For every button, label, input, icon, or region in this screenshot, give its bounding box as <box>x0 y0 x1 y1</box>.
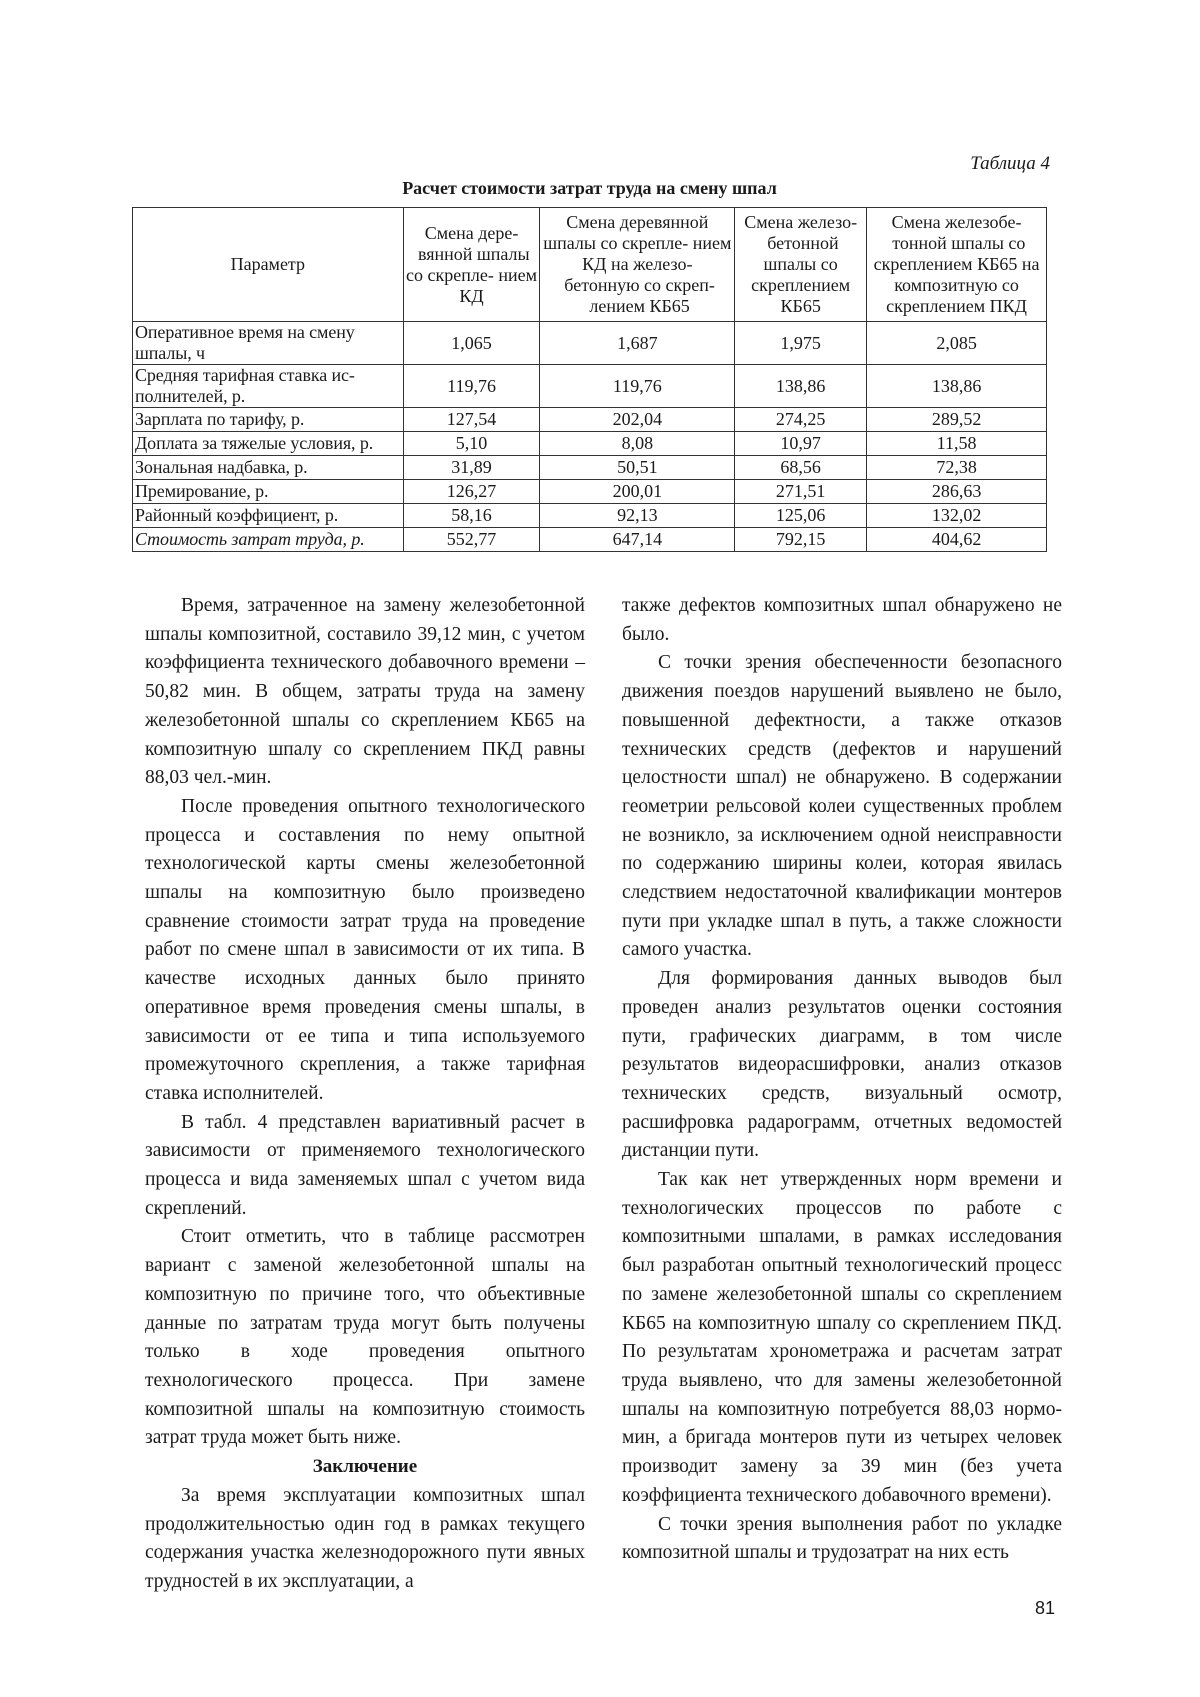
cell-value: 50,51 <box>540 456 735 480</box>
cell-value: 200,01 <box>540 480 735 504</box>
table-header-row <box>133 208 1047 322</box>
cell-value: 286,63 <box>867 480 1047 504</box>
cell-value: 271,51 <box>735 480 867 504</box>
cell-value: 404,62 <box>867 528 1047 552</box>
labor-cost-table <box>132 207 1047 552</box>
paragraph: Время, затраченное на замену железобетонной шпалы композитной, составило 39,12 мин, с учетом коэффициента технического добавочного времени – 50,82 мин. В общем, затраты труда на замену железобетонной шпалы со скреплением КБ65 на композитную шпалу со скреплением ПКД равны 88,03 чел.-мин. <box>145 595 585 789</box>
cell-value: 119,76 <box>403 365 540 408</box>
row-param: Стоимость затрат труда, р. <box>133 528 404 552</box>
paragraph: В табл. 4 представлен вариативный расчет в зависимости от применяемого технологического процесса и вида заменяемых шпал с учетом вида скреплений. <box>145 1111 585 1219</box>
cell-value: 202,04 <box>540 408 735 432</box>
cell-value: 127,54 <box>403 408 540 432</box>
cell-value: 552,77 <box>403 528 540 552</box>
row-param: Средняя тарифная ставка ис-полнителей, р. <box>133 365 404 408</box>
cell-value: 8,08 <box>540 432 735 456</box>
cell-value: 58,16 <box>403 504 540 528</box>
paragraph: За время эксплуатации композитных шпал продолжительностью один год в рамках текущего содержания участка железнодорожного пути явных трудностей в их эксплуатации, а <box>145 1484 585 1592</box>
paragraph: Так как нет утвержденных норм времени и технологических процессов по работе с композитными шпалами, в рамках исследования был разработан опытный технологический процесс по замене железобетонной шпалы со скреплением КБ65 на композитную шпалу со скреплением ПКД. По результатам хронометража и расчетам затрат труда выявлено, что для замены железобетонной шпалы на композитную потребуется 88,03 нормо-мин, а бригада монтеров пути из четырех человек производит замену за 39 мин (без учета коэффициента технического добавочного времени). <box>622 1169 1062 1506</box>
paragraph: Стоит отметить, что в таблице рассмотрен вариант с заменой железобетонной шпалы на композитную по причине того, что объективные данные по затратам труда могут быть получены только в ходе проведения опытного технологического процесса. При замене композитной шпалы на композитную стоимость затрат труда может быть ниже. <box>145 1226 585 1449</box>
table-row <box>133 456 1047 480</box>
cell-value: 132,02 <box>867 504 1047 528</box>
paragraph-continuation: также дефектов композитных шпал обнаружено не было. <box>622 595 1062 645</box>
cell-value: 1,687 <box>540 322 735 365</box>
row-param: Премирование, р. <box>133 480 404 504</box>
left-text-column <box>145 592 585 1597</box>
page-number: 81 <box>1035 1598 1056 1618</box>
table-row <box>133 365 1047 408</box>
row-param: Зональная надбавка, р. <box>133 456 404 480</box>
header-concrete-to-composite: Смена железобе- тонной шпалы со скреплением КБ65 на композитную со скреплением ПКД <box>867 208 1047 322</box>
row-param: Доплата за тяжелые условия, р. <box>133 432 404 456</box>
cell-value: 11,58 <box>867 432 1047 456</box>
cell-value: 125,06 <box>735 504 867 528</box>
cell-value: 138,86 <box>867 365 1047 408</box>
table-label: Таблица 4 <box>970 153 1050 174</box>
table-row <box>133 408 1047 432</box>
paragraph: Для формирования данных выводов был проведен анализ результатов оценки состояния пути, графических диаграмм, в том числе результатов видеорасшифровки, анализ отказов технических средств, визуальный осмотр, расшифровка радарограмм, отчетных ведомостей дистанции пути. <box>622 968 1062 1162</box>
header-concrete-kb65: Смена железо- бетонной шпалы со скреплением КБ65 <box>735 208 867 322</box>
paragraph: С точки зрения обеспеченности безопасного движения поездов нарушений выявлено не было, повышенной дефектности, а также отказов технических средств (дефектов и нарушений целостности шпал) не обнаружено. В содержании геометрии рельсовой колеи существенных проблем не возникло, за исключением одной неисправности по содержанию ширины колеи, которая явилась следствием недостаточной квалификации монтеров пути при укладке шпал в путь, а также сложности самого участка. <box>622 652 1062 961</box>
cell-value: 119,76 <box>540 365 735 408</box>
cell-value: 126,27 <box>403 480 540 504</box>
cell-value: 289,52 <box>867 408 1047 432</box>
table-row <box>133 432 1047 456</box>
table-row <box>133 322 1047 365</box>
table-row <box>133 480 1047 504</box>
header-wood-to-concrete: Смена деревянной шпалы со скрепле- нием КД на железо- бетонную со скреп- лением КБ65 <box>540 208 735 322</box>
table-row <box>133 504 1047 528</box>
cell-value: 647,14 <box>540 528 735 552</box>
cell-value: 72,38 <box>867 456 1047 480</box>
cell-value: 10,97 <box>735 432 867 456</box>
cell-value: 31,89 <box>403 456 540 480</box>
table-row-total <box>133 528 1047 552</box>
conclusion-heading: Заключение <box>312 1456 418 1478</box>
cell-value: 138,86 <box>735 365 867 408</box>
header-wood-kd: Смена дере- вянной шпалы со скрепле- нием КД <box>403 208 540 322</box>
cell-value: 2,085 <box>867 322 1047 365</box>
cell-value: 1,065 <box>403 322 540 365</box>
cell-value: 274,25 <box>735 408 867 432</box>
right-text-column <box>622 592 1062 1568</box>
cell-value: 5,10 <box>403 432 540 456</box>
cell-value: 68,56 <box>735 456 867 480</box>
table-title: Расчет стоимости затрат труда на смену шпал <box>402 178 777 198</box>
paragraph: После проведения опытного технологического процесса и составления по нему опытной технологической карты смены железобетонной шпалы на композитную было произведено сравнение стоимости затрат труда на проведение работ по смене шпал в зависимости от их типа. В качестве исходных данных было принято оперативное время проведения смены шпалы, в зависимости от ее типа и типа используемого промежуточного скрепления, а также тарифная ставка исполнителей. <box>145 795 585 1104</box>
cell-value: 92,13 <box>540 504 735 528</box>
paragraph: С точки зрения выполнения работ по укладке композитной шпалы и трудозатрат на них есть <box>622 1513 1062 1564</box>
cell-value: 792,15 <box>735 528 867 552</box>
header-parameter: Параметр <box>133 208 404 322</box>
cell-value: 1,975 <box>735 322 867 365</box>
row-param: Оперативное время на смену шпалы, ч <box>133 322 404 365</box>
row-param: Районный коэффициент, р. <box>133 504 404 528</box>
row-param: Зарплата по тарифу, р. <box>133 408 404 432</box>
